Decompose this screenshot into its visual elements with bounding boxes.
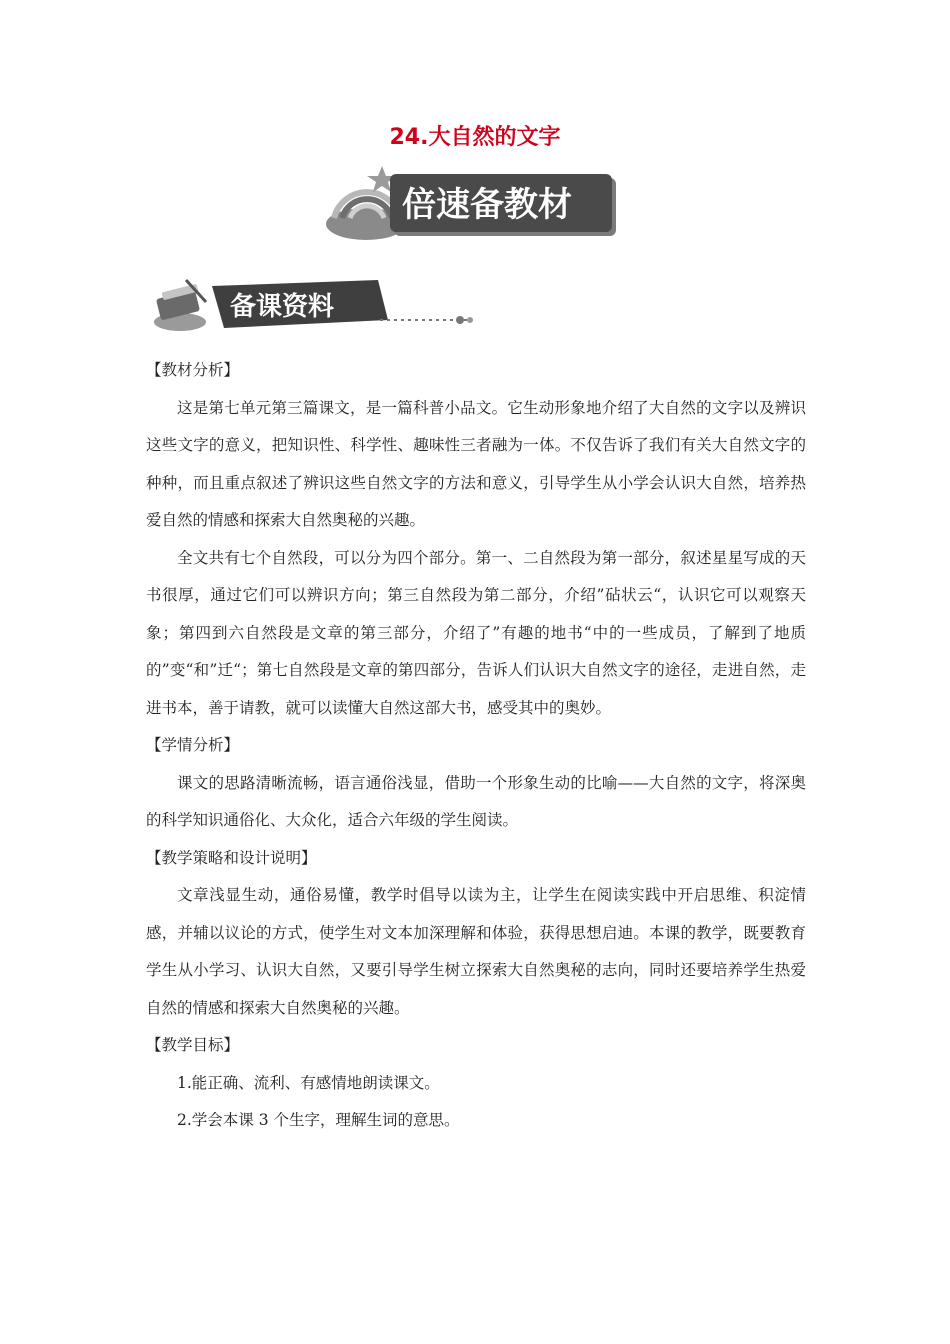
paragraph-student-analysis: 课文的思路清晰流畅，语言通俗浅显，借助一个形象生动的比喻——大自然的文字，将深奥的科学知识通俗化、大众化，适合六年级的学生阅读。 bbox=[146, 773, 806, 829]
book-icon bbox=[154, 280, 206, 331]
main-banner bbox=[322, 162, 622, 244]
section-banner bbox=[150, 272, 480, 334]
page-title: 24.大自然的文字 bbox=[389, 125, 561, 150]
paragraph-teaching-strategy: 文章浅显生动，通俗易懂，教学时倡导以读为主，让学生在阅读实践中开启思维、积淀情感，并辅以议论的方式，使学生对文本加深理解和体验，获得思想启迪。本课的教学，既要教育学生从小学习、认识大自然，又要引导学生树立探索大自然奥秘的志向，同时还要培养学生热爱自然的情感和探索大自然奥秘的兴趣。 bbox=[146, 886, 806, 1017]
goal-item: 2.学会本课 3 个生字，理解生词的意思。 bbox=[177, 1111, 460, 1129]
goal-item: 1.能正确、流利、有感情地朗读课文。 bbox=[177, 1073, 440, 1092]
main-banner-label: 倍速备教材 bbox=[402, 185, 572, 225]
paragraph-textbook-analysis-2: 全文共有七个自然段，可以分为四个部分。第一、二自然段为第一部分，叙述星星写成的天书很厚，通过它们可以辨识方向；第三自然段为第二部分，介绍”砧状云“，认识它可以观察天象；第四到六自然段是文章的第三部分，介绍了”有趣的地书“中的一些成员，了解到了地质的”变“和”迁“；第七自然段是文章的第四部分，告诉人们认识大自然文字的途径，走进自然，走进书本，善于请教，就可以读懂大自然这部大书，感受其中的奥妙。 bbox=[146, 548, 806, 717]
section-heading-teaching-strategy: 【教学策略和设计说明】 bbox=[146, 848, 317, 867]
section-heading-student-analysis: 【学情分析】 bbox=[146, 736, 240, 754]
section-banner-label: 备课资料 bbox=[230, 292, 335, 322]
lesson-content bbox=[146, 352, 806, 1140]
section-heading-teaching-goals: 【教学目标】 bbox=[146, 1036, 240, 1054]
paragraph-textbook-analysis-1: 这是第七单元第三篇课文，是一篇科普小品文。它生动形象地介绍了大自然的文字以及辨识这些文字的意义，把知识性、科学性、趣味性三者融为一体。不仅告诉了我们有关大自然文字的种种，而且重点叙述了辨识这些自然文字的方法和意义，引导学生从小学会认识大自然，培养热爱自然的情感和探索大自然奥秘的兴趣。 bbox=[146, 398, 806, 529]
section-heading-textbook-analysis: 【教材分析】 bbox=[146, 361, 240, 379]
